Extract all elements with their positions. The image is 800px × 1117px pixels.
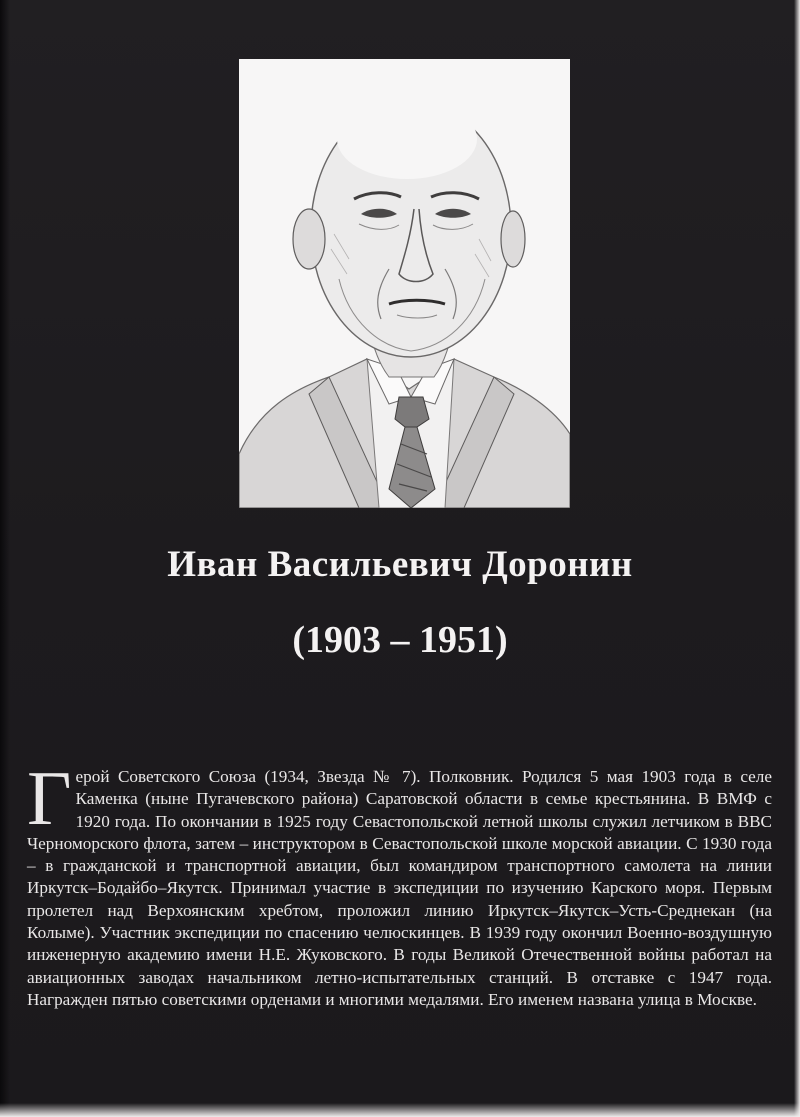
biography-text: ерой Советского Союза (1934, Звезда № 7). Полковник. Родился 5 мая 1903 года в селе Каменка (ныне Пугачевского района) Саратовской области в семье крестьянина. В ВМФ с 1920 года. По окончании в 1925 году Севастопольской летной школы служил летчиком в ВВС Черноморского флота, затем – инструктором в Севастопольской школе морской авиации. С 1930 года – в гражданской и транспортной авиации, был командиром транспортного самолета на линии Иркутск–Бодайбо–Якутск. Принимал участие в экспедиции по изучению Карского моря. Первым пролетел над Верхоянским хребтом, проложил линию Иркутск–Якутск–Усть-Среднекан (на Колыме). Участник экспедиции по спасению челюскинцев. В 1939 году окончил Военно-воздушную инженерную академию имени Н.Е. Жуковского. В годы Великой Отечественной войны работал на авиационных заводах начальником летно-испытательных станций. В отставке с 1947 года. Награжден пятью советскими орденами и многими медалями. Его именем названа улица в Москве. (27, 767, 772, 1009)
drop-cap-letter: Г (27, 755, 72, 841)
portrait-sketch (239, 59, 570, 508)
page-bottom-edge (0, 1103, 800, 1117)
life-years: (1903 – 1951) (292, 619, 508, 661)
person-name: Иван Васильевич Доронин (167, 544, 633, 585)
biography-paragraph (27, 755, 772, 1011)
portrait-drawing-icon (239, 59, 570, 508)
